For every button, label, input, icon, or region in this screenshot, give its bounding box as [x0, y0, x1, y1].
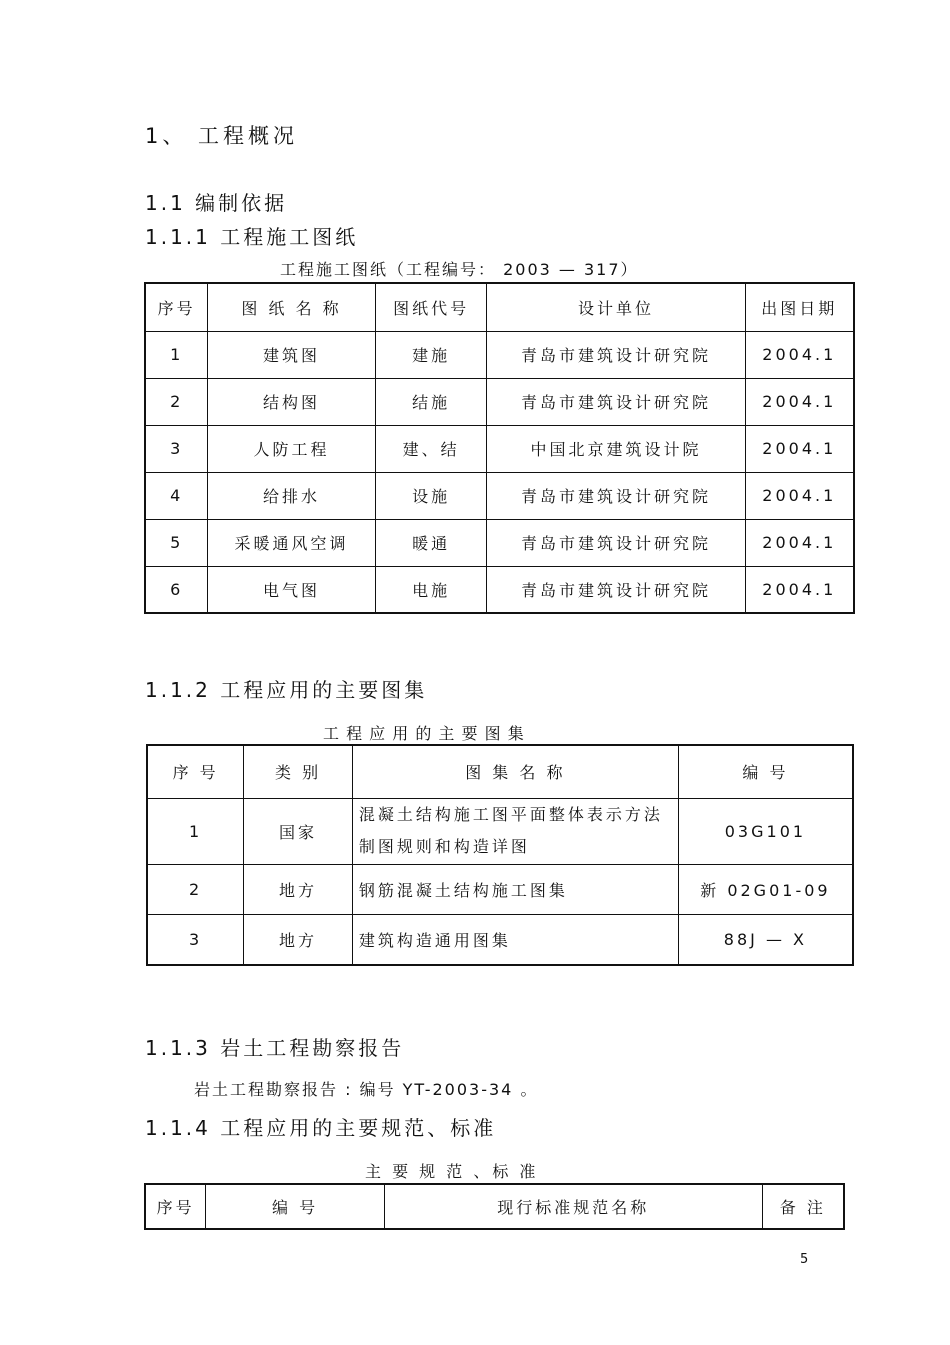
- header-cell: 类 别: [244, 745, 353, 798]
- table-cell: 88J — X: [678, 914, 853, 965]
- table-cell: 暖通: [375, 519, 487, 566]
- table-cell: 建筑构造通用图集: [352, 914, 678, 965]
- report-text: 岩土工程勘察报告 : 编号 YT-2003-34 。: [194, 1080, 539, 1099]
- section-heading-1: 1、 工程概况: [145, 124, 299, 148]
- table-cell: 2004.1: [745, 566, 854, 613]
- table-row: [145, 425, 854, 472]
- table-cell: 结施: [375, 378, 487, 425]
- atlas-table-caption: 工 程 应 用 的 主 要 图 集: [323, 724, 525, 743]
- header-cell: 序 号: [147, 745, 244, 798]
- table-cell: 电施: [375, 566, 487, 613]
- atlas-table: [146, 744, 854, 966]
- table-cell: 建、结: [375, 425, 487, 472]
- table-cell: 3: [147, 914, 244, 965]
- table-cell: 采暖通风空调: [208, 519, 375, 566]
- header-cell: 序号: [145, 283, 208, 331]
- table-cell: 结构图: [208, 378, 375, 425]
- table-cell: 青岛市建筑设计研究院: [487, 331, 745, 378]
- table-cell: 2: [145, 378, 208, 425]
- section-heading-1-1: 1.1 编制依据: [145, 191, 288, 215]
- table-cell: 1: [145, 331, 208, 378]
- table-row: [145, 378, 854, 425]
- table-header-row: [145, 283, 854, 331]
- table-cell: 混凝土结构施工图平面整体表示方法制图规则和构造详图: [352, 798, 678, 864]
- table-cell: 5: [145, 519, 208, 566]
- table-cell: 新 02G01-09: [678, 864, 853, 914]
- table-cell: 3: [145, 425, 208, 472]
- table-cell: 青岛市建筑设计研究院: [487, 378, 745, 425]
- header-cell: 序号: [145, 1184, 206, 1229]
- table-cell: 2004.1: [745, 331, 854, 378]
- table-cell: 国家: [244, 798, 353, 864]
- section-heading-1-1-3: 1.1.3 岩土工程勘察报告: [145, 1036, 405, 1060]
- table-cell: 中国北京建筑设计院: [487, 425, 745, 472]
- header-cell: 设计单位: [487, 283, 745, 331]
- header-cell: 备 注: [762, 1184, 844, 1229]
- header-cell: 图纸代号: [375, 283, 487, 331]
- table-cell: 地方: [244, 864, 353, 914]
- table-cell: 4: [145, 472, 208, 519]
- header-cell: 现行标准规范名称: [384, 1184, 762, 1229]
- table-row: [145, 331, 854, 378]
- table-header-row: [145, 1184, 844, 1229]
- table-cell: 电气图: [208, 566, 375, 613]
- table-cell: 2004.1: [745, 378, 854, 425]
- table-cell: 青岛市建筑设计研究院: [487, 566, 745, 613]
- table-header-row: [147, 745, 853, 798]
- header-cell: 编 号: [206, 1184, 384, 1229]
- table-row: [147, 864, 853, 914]
- table-cell: 2004.1: [745, 519, 854, 566]
- table-row: [145, 519, 854, 566]
- table-cell: 给排水: [208, 472, 375, 519]
- table-cell: 2004.1: [745, 425, 854, 472]
- table-cell: 建施: [375, 331, 487, 378]
- table-row: [147, 798, 853, 864]
- drawings-table: [144, 282, 855, 614]
- table-cell: 1: [147, 798, 244, 864]
- section-heading-1-1-4: 1.1.4 工程应用的主要规范、标准: [145, 1116, 497, 1140]
- table-cell: 03G101: [678, 798, 853, 864]
- table-cell: 建筑图: [208, 331, 375, 378]
- header-cell: 出图日期: [745, 283, 854, 331]
- table-cell: 2004.1: [745, 472, 854, 519]
- table-cell: 青岛市建筑设计研究院: [487, 519, 745, 566]
- table-row: [145, 472, 854, 519]
- table-cell: 设施: [375, 472, 487, 519]
- table-cell: 人防工程: [208, 425, 375, 472]
- table-cell: 钢筋混凝土结构施工图集: [352, 864, 678, 914]
- table-cell: 2: [147, 864, 244, 914]
- table-row: [145, 566, 854, 613]
- header-cell: 编 号: [678, 745, 853, 798]
- table-cell: 6: [145, 566, 208, 613]
- standards-table-caption: 主 要 规 范 、标 准: [365, 1162, 539, 1181]
- header-cell: 图 纸 名 称: [208, 283, 375, 331]
- table-row: [147, 914, 853, 965]
- section-heading-1-1-1: 1.1.1 工程施工图纸: [145, 225, 359, 249]
- drawings-table-caption: 工程施工图纸（工程编号： 2003 — 317）: [280, 260, 639, 279]
- page-number: 5: [800, 1252, 809, 1267]
- header-cell: 图 集 名 称: [352, 745, 678, 798]
- section-heading-1-1-2: 1.1.2 工程应用的主要图集: [145, 678, 428, 702]
- standards-table: [144, 1183, 845, 1230]
- table-cell: 地方: [244, 914, 353, 965]
- table-cell: 青岛市建筑设计研究院: [487, 472, 745, 519]
